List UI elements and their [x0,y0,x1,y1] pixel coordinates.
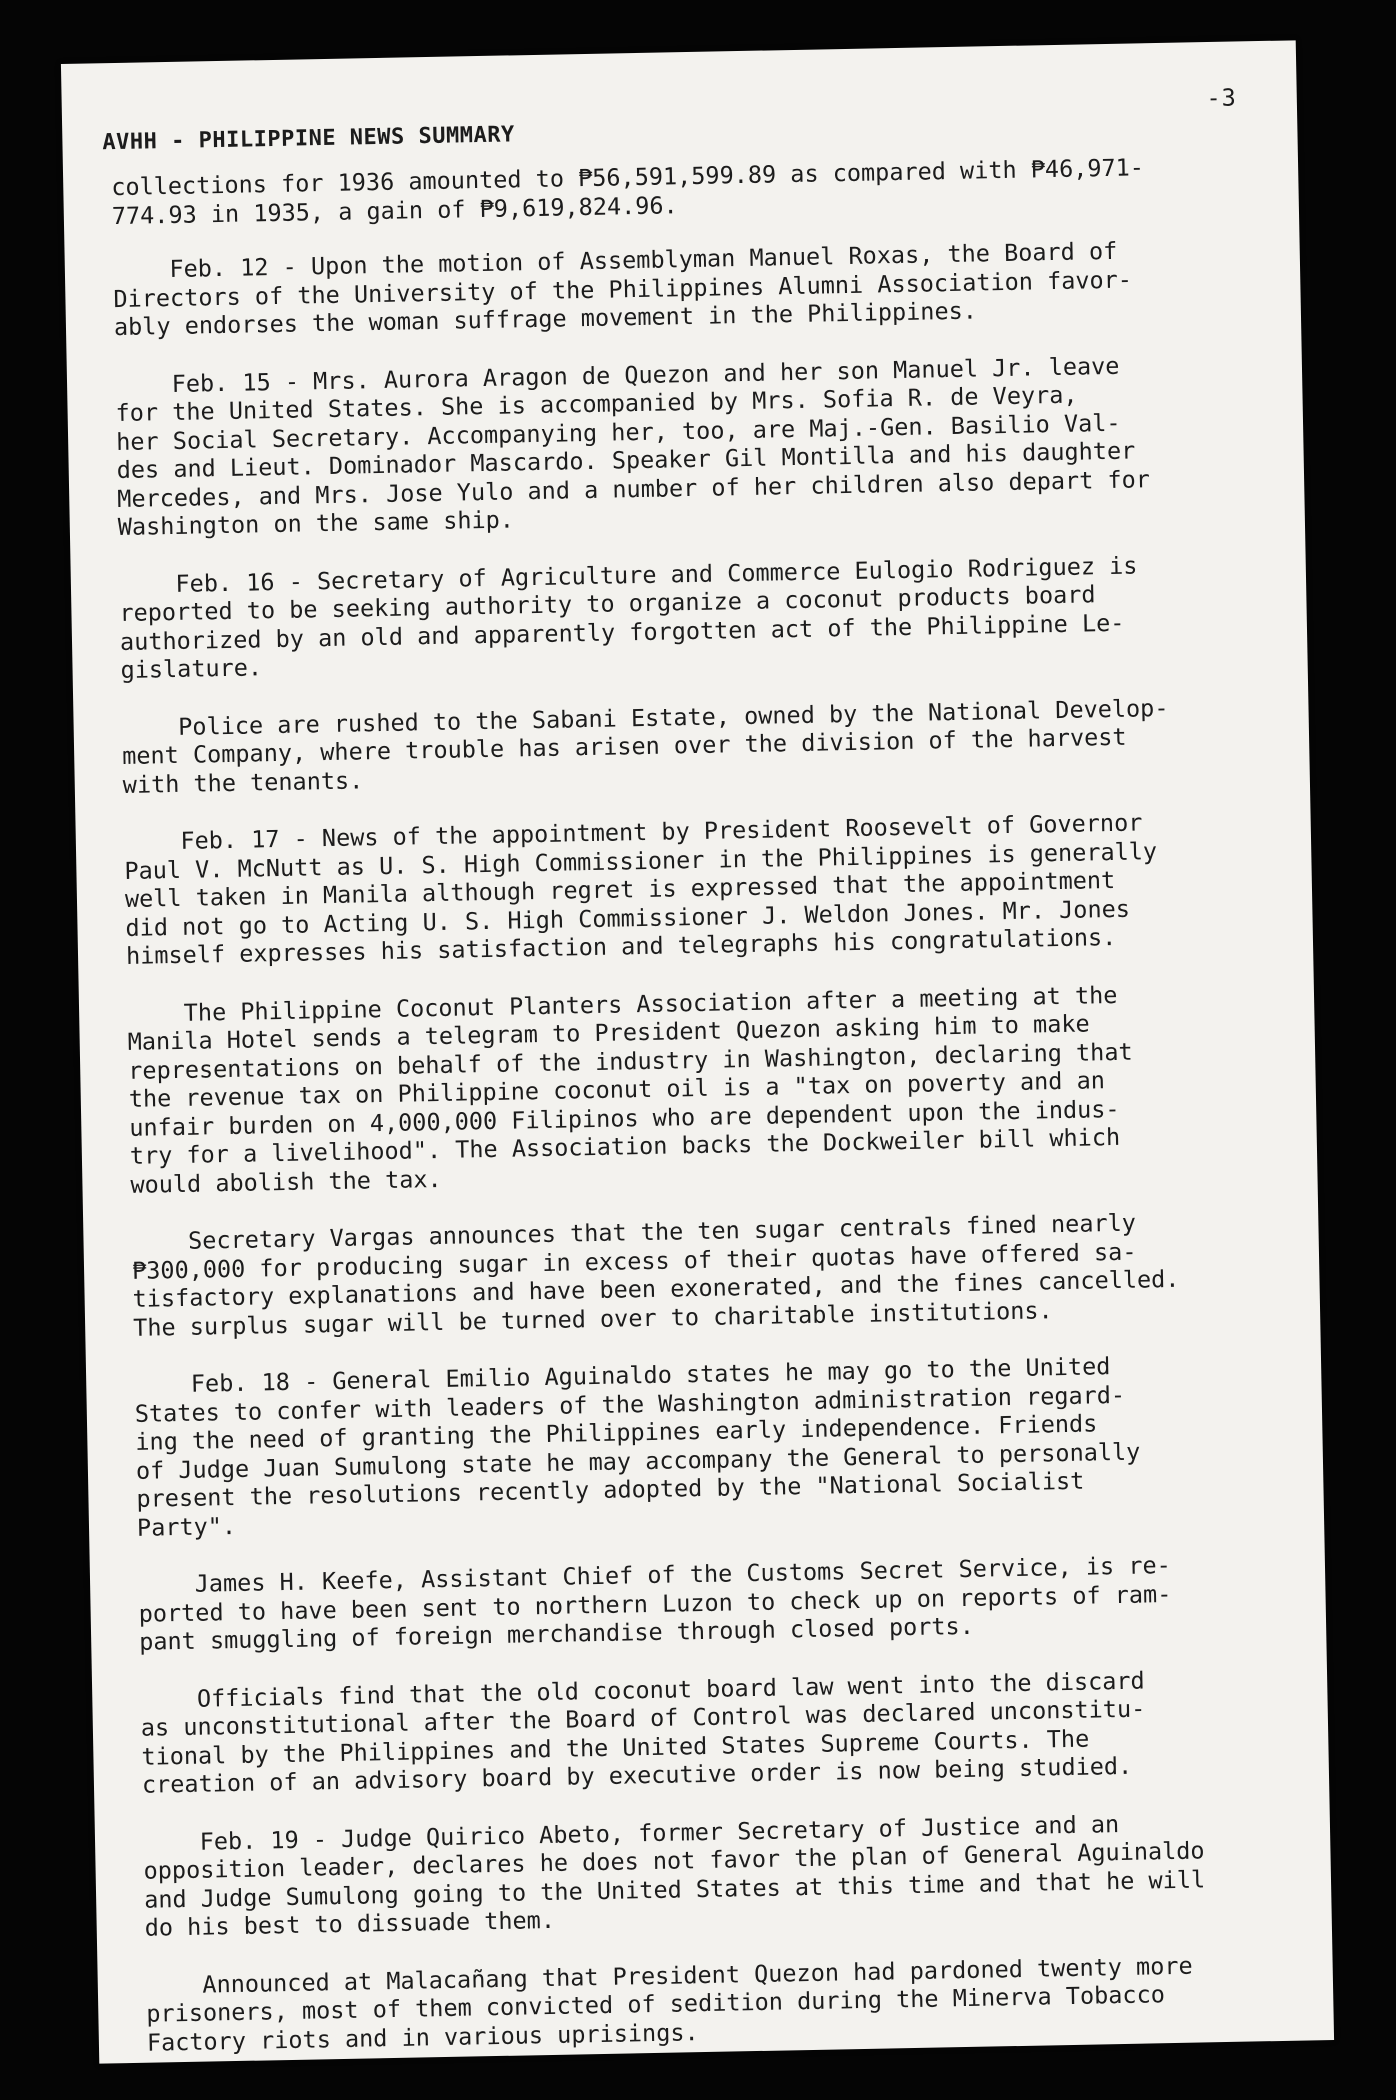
paragraph-collections: collections for 1936 amounted to ₱56,591,599.89 as compared with ₱46,971- 774.93 in 1935, a gain of ₱9,619,824.96. [111,153,1145,230]
running-header: AVHH - PHILIPPINE NEWS SUMMARY [102,122,515,156]
paragraph-feb-17: Feb. 17 - News of the appointment by President Roosevelt of Governor Paul V. McNutt as U. S. High Commissioner in the Philippines is generally well taken in Manila although regret is expressed that the appointment did not go to Acting U. S. High Commissioner J. Weldon Jones. Mr. Jones himself expresses his satisfaction and telegraphs his congratulations. [123,808,1158,970]
paragraph-coconut-board-law: Officials find that the old coconut board law went into the discard as unconstitutional after the Board of Control was declared unconstitu- tional by the Philippines and the United States Supreme Courts. The creation of an advisory board by executive order is now being studied. [140,1666,1146,1799]
paragraph-feb-18: Feb. 18 - General Emilio Aguinaldo states he may go to the United States to confer with leaders of the Washington administration regard- ing the need of granting the Philippines early independence. Friends of Judge Juan Sumulong state he may accompany the General to personally present the resolutions recently adopted by the "National Socialist Party". [134,1352,1141,1542]
paragraph-sabani-estate: Police are rushed to the Sabani Estate, owned by the National Develop- ment Company, where trouble has arisen over the division of the harvest with the tenants. [121,693,1169,799]
paragraph-feb-15: Feb. 15 - Mrs. Aurora Aragon de Quezon and her son Manuel Jr. leave for the United States. She is accompanied by Mrs. Sofia R. de Veyra, her Social Secretary. Accompanying her, too, are Maj.-Gen. Basilio Val- des and Lieut. Dominador Mascardo. Speaker Gil Montilla and his daughter Mercedes, and Mrs. Jose Yulo and a number of her children also depart for Washington on the same ship. [114,351,1151,542]
body-text [111,151,1288,2086]
paragraph-sugar-centrals: Secretary Vargas announces that the ten sugar centrals fined nearly ₱300,000 for producing sugar in excess of their quotas have offered sa- tisfactory explanations and have been exonerated, and the fines cancelled. The surplus sugar will be turned over to charitable institutions. [131,1208,1180,1342]
paragraph-coconut-planters: The Philippine Coconut Planters Association after a meeting at the Manila Hotel sends a telegram to President Quezon asking him to make representations on behalf of the industry in Washington, declaring that the revenue tax on Philippine coconut oil is a "tax on poverty and an unfair burden on 4,000,000 Filipinos who are dependent upon the indus- try for a livelihood". The Association backs the Dockweiler bill which would abolish the tax. [126,980,1133,1199]
paragraph-feb-16: Feb. 16 - Secretary of Agriculture and Commerce Eulogio Rodriguez is reported to be seeking authority to organize a coconut products board authorized by an old and apparently forgotten act of the Philippine Le- gislature. [118,550,1138,685]
paragraph-pardons: Announced at Malacañang that President Quezon had pardoned twenty more prisoners, most of them convicted of sedition during the Minerva Tobacco Factory riots and in various uprisings. [145,1951,1193,2057]
paragraph-customs-smuggling: James H. Keefe, Assistant Chief of the Customs Secret Service, is re- ported to have been sent to northern Luzon to check up on reports of ram- pant smuggling of foreign merchandise through closed ports. [137,1551,1172,1656]
paragraph-feb-12: Feb. 12 - Upon the motion of Assemblyman Manuel Roxas, the Board of Directors of the University of the Philippines Alumni Association favor- ably endorses the woman suffrage movement in the Philippines. [112,236,1133,342]
page-number: -3 [1206,83,1238,113]
document-page [61,40,1334,2063]
paragraph-feb-19: Feb. 19 - Judge Quirico Abeto, former Secretary of Justice and an opposition leader, declares he does not favor the plan of General Aguinaldo and Judge Sumulong going to the United States at this time and that he will do his best to dissuade them. [142,1809,1206,1942]
